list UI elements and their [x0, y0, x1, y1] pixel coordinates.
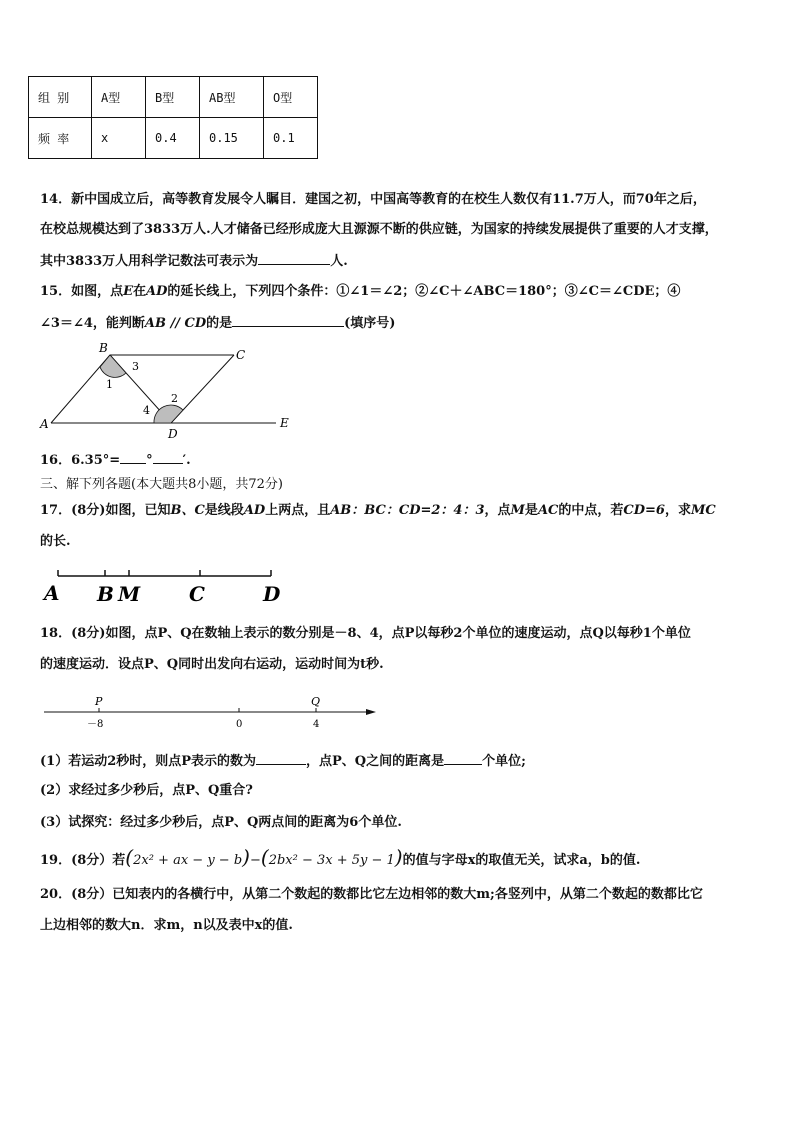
q15-line1 — [40, 283, 680, 301]
frequency-table — [28, 76, 318, 159]
label-four: 4 — [313, 719, 320, 730]
q14-line1: 14．新中国成立后，高等教育发展令人瞩目．建国之初，中国高等教育的在校生人数仅有11.7万人，而70年之后， — [40, 192, 706, 207]
q15-point-e: E — [123, 284, 134, 299]
table-cell: 0.1 — [264, 118, 318, 159]
paren-open: ( — [260, 845, 269, 869]
label-q: Q — [311, 695, 321, 708]
q17-points: B、C — [170, 503, 205, 518]
table-cell: B型 — [146, 77, 200, 118]
paren-close: ) — [242, 845, 250, 869]
label-b: B — [97, 582, 114, 606]
table-cell: O型 — [264, 77, 318, 118]
q17-text: ，求 — [664, 503, 691, 518]
q18-text: 个单位; — [482, 754, 526, 769]
q18-sub1 — [40, 751, 526, 771]
q16-line — [40, 450, 191, 470]
table-cell: 0.4 — [146, 118, 200, 159]
q17-ratio: AB：BC：CD=2：4：3 — [330, 503, 485, 518]
q17-line2: 的长. — [40, 534, 71, 549]
label-a: A — [40, 417, 49, 431]
q18-line2: 的速度运动．设点P、Q同时出发向右运动，运动时间为t秒. — [40, 657, 384, 672]
q15-line2 — [40, 313, 395, 333]
label-angle-4: 4 — [143, 404, 150, 417]
label-e: E — [280, 416, 289, 430]
table-cell: 0.15 — [200, 118, 264, 159]
q17-segment-ac: AC — [537, 503, 559, 518]
label-zero: 0 — [236, 719, 243, 730]
label-a: A — [44, 581, 60, 605]
q17-segment: AD — [243, 503, 266, 518]
q17-text: 上两点，且 — [265, 503, 331, 518]
q17-text: 是线段 — [204, 503, 244, 518]
label-angle-2: 2 — [171, 392, 178, 405]
label-d: D — [263, 582, 281, 606]
q14-text: 其中3833万人用科学记数法可表示为 — [40, 254, 259, 269]
label-c: C — [189, 582, 205, 606]
table-row — [29, 118, 318, 159]
label-angle-3: 3 — [132, 360, 139, 373]
label-minus-8: －8 — [87, 719, 104, 730]
axis-arrow — [366, 709, 376, 715]
q16-degree: ° — [146, 453, 153, 468]
q14-text-end: 人. — [330, 254, 348, 269]
answer-blank — [256, 751, 306, 765]
q17-given: CD=6 — [623, 503, 665, 518]
q18-sub2: (2）求经过多少秒后，点P、Q重合? — [40, 783, 253, 798]
q19-expression-1: 2x² + ax − y − b — [133, 853, 243, 868]
answer-blank — [120, 450, 146, 464]
angle-arc-d — [154, 405, 183, 423]
q15-text: 在 — [133, 284, 147, 299]
q18-sub3: (3）试探究：经过多少秒后，点P、Q两点间的距离为6个单位. — [40, 815, 402, 830]
q15-hint: (填序号) — [344, 316, 396, 331]
table-row — [29, 77, 318, 118]
q17-text: 17．(8分)如图，已知 — [40, 503, 171, 518]
label-d: D — [168, 427, 178, 441]
q18-line1: 18．(8分)如图，点P、Q在数轴上表示的数分别是－8、4，点P以每秒2个单位的速度运动，点Q以每秒1个单位 — [40, 626, 691, 641]
q16-text: 16．6.35°= — [40, 453, 121, 468]
paren-close: ) — [394, 845, 403, 869]
label-b: B — [99, 341, 108, 355]
q18-text: (1）若运动2秒时，则点P表示的数为 — [40, 754, 257, 769]
answer-blank — [258, 251, 330, 265]
label-p: P — [95, 695, 103, 708]
q15-text: 的是 — [206, 316, 233, 331]
table-cell: A型 — [92, 77, 146, 118]
q15-text: ∠3＝∠4，能判断 — [40, 316, 145, 331]
q19-line — [40, 847, 640, 871]
answer-blank — [232, 313, 344, 327]
q14-line3 — [40, 251, 348, 271]
table-cell: 组 别 — [29, 77, 92, 118]
table-cell: AB型 — [200, 77, 264, 118]
q17-point-m: M — [510, 503, 525, 518]
q18-text: ，点P、Q之间的距离是 — [306, 754, 445, 769]
q20-line1: 20．(8分）已知表内的各横行中，从第二个数起的数都比它左边相邻的数大m;各竖列中，从第二个数起的数都比它 — [40, 887, 703, 902]
q20-line2: 上边相邻的数大n．求m，n以及表中x的值. — [40, 918, 293, 933]
q18-number-line — [40, 690, 380, 734]
q19-text: 19．(8分）若 — [40, 853, 126, 868]
q17-text: 是 — [524, 503, 538, 518]
q15-conditions: 的延长线上，下列四个条件：①∠1＝∠2；②∠C＋∠ABC＝180°；③∠C＝∠CDE；④ — [167, 284, 681, 299]
answer-blank — [444, 751, 482, 765]
q19-text: 的值与字母x的取值无关，试求a，b的值. — [402, 853, 641, 868]
q15-geometry-figure — [36, 338, 306, 444]
table-cell: 频 率 — [29, 118, 92, 159]
q16-minute: ′. — [182, 453, 191, 468]
table-cell: x — [92, 118, 146, 159]
section-heading: 三、解下列各题(本大题共8小题，共72分) — [40, 477, 283, 492]
q17-text: ，点 — [484, 503, 511, 518]
label-c: C — [236, 348, 246, 362]
answer-blank — [153, 450, 183, 464]
q17-text: 的中点，若 — [558, 503, 624, 518]
q19-expression-2: 2bx² − 3x + 5y − 1 — [268, 853, 395, 868]
q14-line2: 在校总规模达到了3833万人.人才储备已经形成庞大且源源不断的供应链，为国家的持续发展提供了重要的人才支撑， — [40, 222, 718, 237]
q17-segment-figure — [36, 563, 296, 607]
paren-open: ( — [125, 845, 134, 869]
label-angle-1: 1 — [106, 378, 113, 391]
q17-line1 — [40, 502, 716, 520]
q15-parallel: AB // CD — [144, 316, 207, 331]
q17-target: MC — [690, 503, 716, 518]
angle-arc-b — [100, 355, 126, 377]
q15-text: 15．如图，点 — [40, 284, 124, 299]
q19-minus: − — [249, 853, 261, 868]
label-m: M — [118, 582, 141, 606]
q15-segment-ad: AD — [146, 284, 168, 299]
